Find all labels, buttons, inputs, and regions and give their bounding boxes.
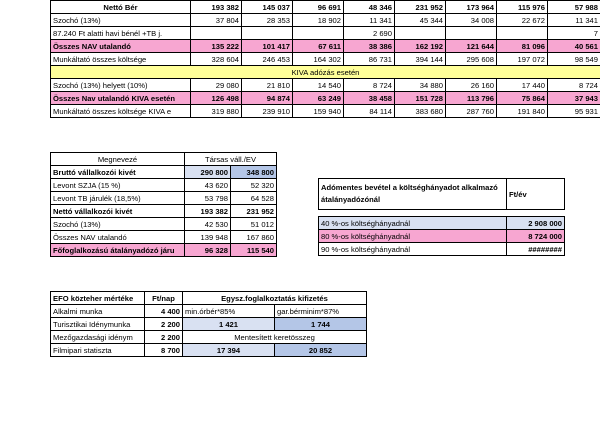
value-cell: 34 880 bbox=[395, 79, 446, 92]
row-label: Munkáltató összes költsége KIVA e bbox=[51, 105, 191, 118]
value-cell: 8 724 bbox=[344, 79, 395, 92]
value-cell: 45 344 bbox=[395, 14, 446, 27]
value-cell: 7 bbox=[548, 27, 600, 40]
value-cell: 231 952 bbox=[395, 1, 446, 14]
value-cell: 394 144 bbox=[395, 53, 446, 66]
row-value: 2 908 000 bbox=[507, 217, 565, 230]
value-cell: 319 880 bbox=[191, 105, 242, 118]
efo-row bbox=[51, 344, 367, 357]
tax-free-row bbox=[319, 243, 565, 256]
row-value: 8 724 000 bbox=[507, 230, 565, 243]
entrepreneur-table bbox=[50, 152, 277, 257]
value-cell: 86 731 bbox=[344, 53, 395, 66]
tax-free-income-table bbox=[318, 178, 565, 256]
row-label: Szochó (13%) helyett (10%) bbox=[51, 79, 191, 92]
ev-value: 231 952 bbox=[231, 205, 277, 218]
row-label: Bruttó vállalkozói kivét bbox=[51, 166, 185, 179]
ev-value: 52 320 bbox=[231, 179, 277, 192]
value-cell: 37 943 bbox=[548, 92, 600, 105]
t4-header-label: EFO közteher mértéke bbox=[51, 292, 145, 305]
company-value: 193 382 bbox=[185, 205, 231, 218]
daily-rate: 4 400 bbox=[145, 305, 183, 318]
value-cell: 193 382 bbox=[191, 1, 242, 14]
value-cell: 34 008 bbox=[446, 14, 497, 27]
row-label: Mezőgazdasági idénym bbox=[51, 331, 145, 344]
value-cell: 145 037 bbox=[242, 1, 293, 14]
value-cell: 98 549 bbox=[548, 53, 600, 66]
value-cell: 162 192 bbox=[395, 40, 446, 53]
ev-value: 167 860 bbox=[231, 231, 277, 244]
daily-rate: 2 200 bbox=[145, 318, 183, 331]
value-cell: 328 604 bbox=[191, 53, 242, 66]
ev-value: 51 012 bbox=[231, 218, 277, 231]
t4-header-title: Egysz.foglalkoztatás kifizetés bbox=[183, 292, 367, 305]
merged-note: Mentesített keretösszeg bbox=[183, 331, 367, 344]
company-value: 42 530 bbox=[185, 218, 231, 231]
entrepreneur-row bbox=[51, 231, 277, 244]
value-cell: 115 976 bbox=[497, 1, 548, 14]
entrepreneur-row bbox=[51, 244, 277, 257]
value-cell: 11 341 bbox=[548, 14, 600, 27]
daily-rate: 8 700 bbox=[145, 344, 183, 357]
value-cell: 22 672 bbox=[497, 14, 548, 27]
pay-guaranteed-87: gar.bérminim*87% bbox=[275, 305, 367, 318]
entrepreneur-row bbox=[51, 179, 277, 192]
value-cell: 28 353 bbox=[242, 14, 293, 27]
value-cell: 239 910 bbox=[242, 105, 293, 118]
t4-header-unit: Ft/nap bbox=[145, 292, 183, 305]
value-cell: 159 940 bbox=[293, 105, 344, 118]
row-label: Nettó vállalkozói kivét bbox=[51, 205, 185, 218]
t2-header-name: Megnevezé bbox=[51, 153, 185, 166]
company-value: 139 948 bbox=[185, 231, 231, 244]
value-cell: 121 644 bbox=[446, 40, 497, 53]
entrepreneur-row bbox=[51, 166, 277, 179]
t3-header-unit: Ft/év bbox=[507, 179, 565, 210]
row-label: Összes NAV utalandó bbox=[51, 40, 191, 53]
row-label: 90 %-os költséghányadnál bbox=[319, 243, 507, 256]
value-cell: 95 931 bbox=[548, 105, 600, 118]
value-cell: 17 440 bbox=[497, 79, 548, 92]
tax-free-row bbox=[319, 217, 565, 230]
t3-header: Adómentes bevétel a költséghányadot alkalmazó átalányadózónál bbox=[319, 179, 507, 210]
pay-min-85: 17 394 bbox=[183, 344, 275, 357]
value-cell: 67 611 bbox=[293, 40, 344, 53]
value-cell bbox=[293, 27, 344, 40]
payroll-row bbox=[51, 92, 600, 105]
value-cell: 295 608 bbox=[446, 53, 497, 66]
company-value: 96 328 bbox=[185, 244, 231, 257]
value-cell: 246 453 bbox=[242, 53, 293, 66]
row-label: Turisztikai Idénymunka bbox=[51, 318, 145, 331]
value-cell: 18 902 bbox=[293, 14, 344, 27]
ev-value: 64 528 bbox=[231, 192, 277, 205]
company-value: 43 620 bbox=[185, 179, 231, 192]
value-cell: 14 540 bbox=[293, 79, 344, 92]
row-label: 40 %-os költséghányadnál bbox=[319, 217, 507, 230]
value-cell bbox=[446, 27, 497, 40]
row-value: ######## bbox=[507, 243, 565, 256]
pay-guaranteed-87: 1 744 bbox=[275, 318, 367, 331]
value-cell bbox=[395, 27, 446, 40]
value-cell: 40 561 bbox=[548, 40, 600, 53]
payroll-row bbox=[51, 105, 600, 118]
value-cell: 26 160 bbox=[446, 79, 497, 92]
value-cell: 113 796 bbox=[446, 92, 497, 105]
row-label: Összes NAV utalandó bbox=[51, 231, 185, 244]
row-label: Alkalmi munka bbox=[51, 305, 145, 318]
payroll-row bbox=[51, 1, 600, 14]
value-cell: 191 840 bbox=[497, 105, 548, 118]
value-cell: 21 810 bbox=[242, 79, 293, 92]
value-cell: 383 680 bbox=[395, 105, 446, 118]
value-cell: 8 724 bbox=[548, 79, 600, 92]
value-cell: 2 690 bbox=[344, 27, 395, 40]
row-label: Levont TB járulék (18,5%) bbox=[51, 192, 185, 205]
value-cell: 135 222 bbox=[191, 40, 242, 53]
value-cell: 94 874 bbox=[242, 92, 293, 105]
company-value: 290 800 bbox=[185, 166, 231, 179]
row-label: Szochó (13%) bbox=[51, 14, 191, 27]
row-label: Főfoglalkozású átalányadózó járu bbox=[51, 244, 185, 257]
pay-guaranteed-87: 20 852 bbox=[275, 344, 367, 357]
value-cell: 151 728 bbox=[395, 92, 446, 105]
row-label: Nettó Bér bbox=[51, 1, 191, 14]
value-cell: 38 458 bbox=[344, 92, 395, 105]
value-cell bbox=[191, 27, 242, 40]
payroll-row bbox=[51, 53, 600, 66]
value-cell: 96 691 bbox=[293, 1, 344, 14]
value-cell: 11 341 bbox=[344, 14, 395, 27]
payroll-row bbox=[51, 79, 600, 92]
pay-min-85: 1 421 bbox=[183, 318, 275, 331]
entrepreneur-row bbox=[51, 218, 277, 231]
value-cell: 197 072 bbox=[497, 53, 548, 66]
payroll-row bbox=[51, 14, 600, 27]
entrepreneur-row bbox=[51, 205, 277, 218]
row-label: Összes Nav utalandó KIVA esetén bbox=[51, 92, 191, 105]
value-cell: 29 080 bbox=[191, 79, 242, 92]
row-label: 87.240 Ft alatti havi bénél +TB j. bbox=[51, 27, 191, 40]
value-cell: 164 302 bbox=[293, 53, 344, 66]
efo-row bbox=[51, 318, 367, 331]
value-cell: 287 760 bbox=[446, 105, 497, 118]
value-cell bbox=[242, 27, 293, 40]
value-cell bbox=[497, 27, 548, 40]
value-cell: 37 804 bbox=[191, 14, 242, 27]
row-label: 80 %-os költséghányadnál bbox=[319, 230, 507, 243]
value-cell: 63 249 bbox=[293, 92, 344, 105]
t2-header-value: Társas váll./EV bbox=[185, 153, 277, 166]
efo-table bbox=[50, 291, 367, 357]
row-label: Szochó (13%) bbox=[51, 218, 185, 231]
ev-value: 115 540 bbox=[231, 244, 277, 257]
ev-value: 348 800 bbox=[231, 166, 277, 179]
efo-row bbox=[51, 305, 367, 318]
efo-row bbox=[51, 331, 367, 344]
payroll-row bbox=[51, 40, 600, 53]
value-cell: 84 114 bbox=[344, 105, 395, 118]
row-label: Filmipari statiszta bbox=[51, 344, 145, 357]
payroll-table bbox=[50, 0, 600, 118]
value-cell: 126 498 bbox=[191, 92, 242, 105]
pay-min-85: min.órbér*85% bbox=[183, 305, 275, 318]
company-value: 53 798 bbox=[185, 192, 231, 205]
row-label: Levont SZJA (15 %) bbox=[51, 179, 185, 192]
value-cell: 38 386 bbox=[344, 40, 395, 53]
row-label: Munkáltató összes költsége bbox=[51, 53, 191, 66]
kiva-header-row bbox=[51, 66, 600, 79]
kiva-header: KIVA adózás esetén bbox=[51, 66, 600, 79]
value-cell: 57 988 bbox=[548, 1, 600, 14]
value-cell: 101 417 bbox=[242, 40, 293, 53]
value-cell: 173 964 bbox=[446, 1, 497, 14]
payroll-row bbox=[51, 27, 600, 40]
value-cell: 81 096 bbox=[497, 40, 548, 53]
value-cell: 75 864 bbox=[497, 92, 548, 105]
entrepreneur-row bbox=[51, 192, 277, 205]
tax-free-row bbox=[319, 230, 565, 243]
daily-rate: 2 200 bbox=[145, 331, 183, 344]
value-cell: 48 346 bbox=[344, 1, 395, 14]
